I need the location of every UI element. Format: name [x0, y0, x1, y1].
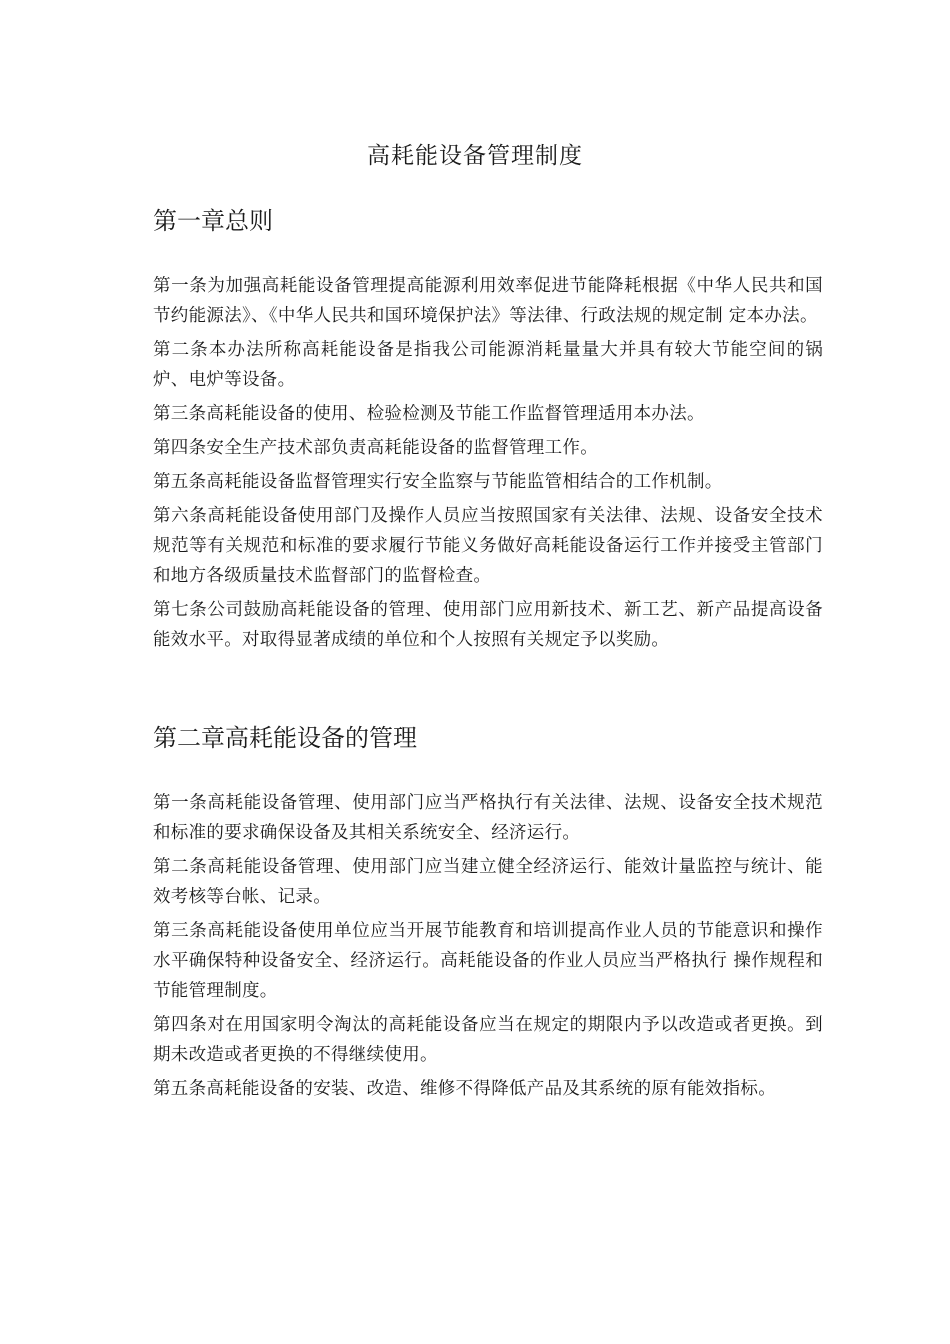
- article-paragraph: 第三条高耗能设备的使用、检验检测及节能工作监督管理适用本办法。: [153, 404, 705, 424]
- article-paragraph: 第二条高耗能设备管理、使用部门应当建立健全经济运行、能效计量监控与统计、能效考核等台帐、记录。: [153, 857, 823, 907]
- document-title: 高耗能设备管理制度: [367, 143, 583, 169]
- article-paragraph: 第五条高耗能设备监督管理实行安全监察与节能监管相结合的工作机制。: [153, 472, 723, 492]
- article-paragraph: 第二条本办法所称高耗能设备是指我公司能源消耗量量大并具有较大节能空间的锅炉、电炉等设备。: [153, 340, 823, 390]
- article-paragraph: 第七条公司鼓励高耗能设备的管理、使用部门应用新技术、新工艺、新产品提高设备能效水平。对取得显著成绩的单位和个人按照有关规定予以奖励。: [153, 600, 823, 650]
- article-list: [153, 271, 823, 655]
- chapter-title: 第二章高耗能设备的管理: [153, 724, 417, 752]
- article-paragraph: 第六条高耗能设备使用部门及操作人员应当按照国家有关法律、法规、设备安全技术规范等有关规范和标准的要求履行节能义务做好高耗能设备运行工作并接受主管部门和地方各级质量技术监督部门的监督检查。: [153, 506, 823, 586]
- article-paragraph: 第一条高耗能设备管理、使用部门应当严格执行有关法律、法规、设备安全技术规范和标准的要求确保设备及其相关系统安全、经济运行。: [153, 793, 823, 843]
- chapter-title: 第一章总则: [153, 207, 273, 235]
- chapter-2: [153, 722, 823, 1108]
- article-list: [153, 788, 823, 1104]
- article-paragraph: 第一条为加强高耗能设备管理提高能源利用效率促进节能降耗根据《中华人民共和国节约能源法》、《中华人民共和国环境保护法》等法律、行政法规的规定制 定本办法。: [153, 276, 823, 326]
- article-paragraph: 第五条高耗能设备的安装、改造、维修不得降低产品及其系统的原有能效指标。: [153, 1079, 776, 1099]
- chapter-1: [153, 205, 823, 659]
- article-paragraph: 第四条对在用国家明令淘汰的高耗能设备应当在规定的期限内予以改造或者更换。到期未改造或者更换的不得继续使用。: [153, 1015, 823, 1065]
- article-paragraph: 第四条安全生产技术部负责高耗能设备的监督管理工作。: [153, 438, 598, 458]
- article-paragraph: 第三条高耗能设备使用单位应当开展节能教育和培训提高作业人员的节能意识和操作水平确保特种设备安全、经济运行。高耗能设备的作业人员应当严格执行 操作规程和节能管理制度。: [153, 921, 823, 1001]
